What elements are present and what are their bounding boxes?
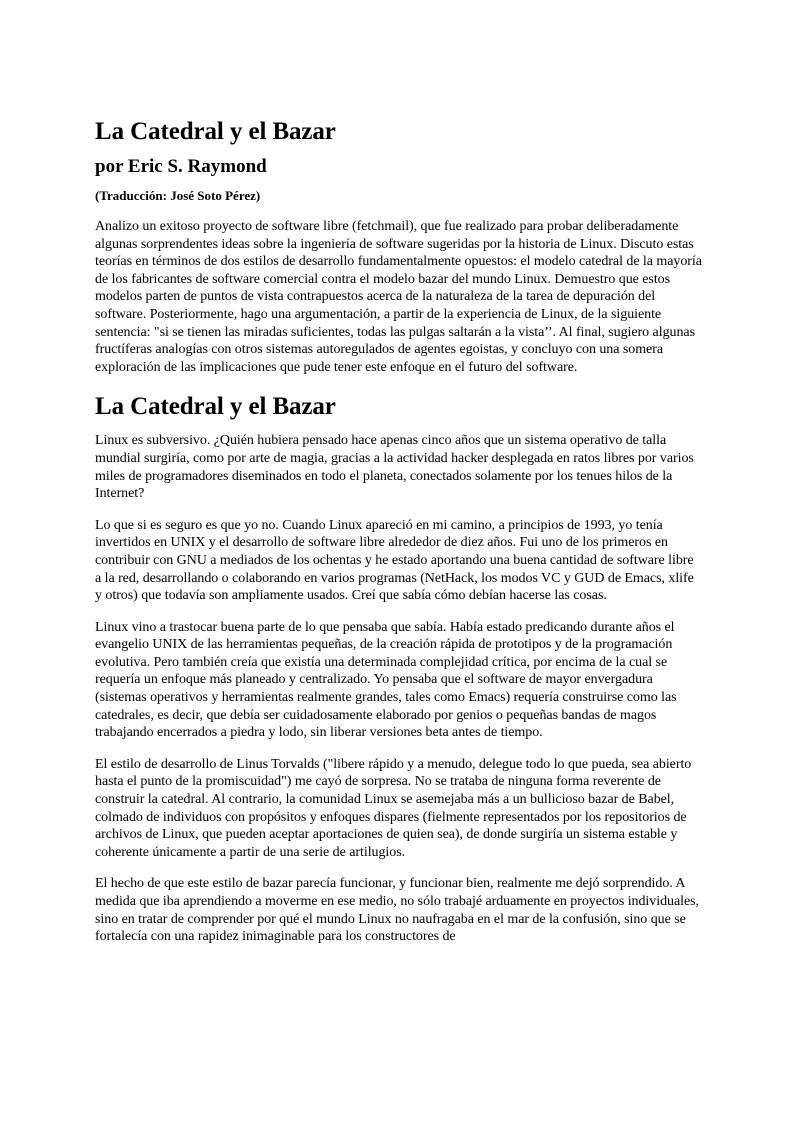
translator-line: (Traducción: José Soto Pérez) xyxy=(95,188,261,203)
body-paragraph: Linux vino a trastocar buena parte de lo que pensaba que sabía. Había estado predicando durante años el evangelio UNIX de las herramientas pequeñas, de la creación rápida de prototipos y de la programación evolutiva. Pero también creía que existía una determinada complejidad crítica, por encima de la cual se requería un enfoque más planeado y centralizado. Yo pensaba que el software de mayor envergadura (sistemas operativos y herramientas realmente grandes, tales como Emacs) requería construirse como las catedrales, es decir, que debía ser cuidadosamente elaborado por genios o pequeñas bandas de magos trabajando encerrados a piedra y lodo, sin liberar versiones beta antes de tiempo. xyxy=(95,619,677,741)
section-title: La Catedral y el Bazar xyxy=(95,393,336,421)
document-page xyxy=(95,117,703,960)
body-paragraph: El estilo de desarrollo de Linus Torvalds ("libere rápido y a menudo, delegue todo lo que pueda, sea abierto hasta el punto de la promiscuidad") me cayó de sorpresa. No se trataba de ninguna forma reverente de construir la catedral. Al contrario, la comunidad Linux se asemejaba más a un bullicioso bazar de Babel, colmado de individuos con propósitos y enfoques dispares (fielmente representados por los repositorios de archivos de Linux, que pueden aceptar aportaciones de quien sea), de donde surgiría un sistema estable y coherente únicamente a partir de una serie de artilugios. xyxy=(95,756,692,860)
body-paragraph: Linux es subversivo. ¿Quién hubiera pensado hace apenas cinco años que un sistema operativo de talla mundial surgiría, como por arte de magia, gracias a la actividad hacker desplegada en ratos libres por varios miles de programadores diseminados en todo el planeta, conectados solamente por los tenues hilos de la Internet? xyxy=(95,433,694,502)
author-line: por Eric S. Raymond xyxy=(95,156,267,177)
document-title: La Catedral y el Bazar xyxy=(95,118,336,145)
body-paragraph: El hecho de que este estilo de bazar parecía funcionar, y funcionar bien, realmente me dejó sorprendido. A medida que iba aprendiendo a moverme en ese medio, no sólo trabajé arduamente en proyectos individuales, sino en tratar de comprender por qué el mundo Linux no naufragaba en el mar de la confusión, sino que se fortalecía con una rapidez inimaginable para los constructores de xyxy=(95,876,699,945)
body-paragraph: Lo que si es seguro es que yo no. Cuando Linux apareció en mi camino, a principios de 1993, yo tenía invertidos en UNIX y el desarrollo de software libre alrededor de diez años. Fui uno de los primeros en contribuir con GNU a mediados de los ochentas y he estado aportando una buena cantidad de software libre a la red, desarrollando o colaborando en varios programas (NetHack, los modos VC y GUD de Emacs, xlife y otros) que todavía son ampliamente usados. Creí que sabía cómo debían hacerse las cosas. xyxy=(95,517,694,604)
abstract-paragraph: Analizo un exitoso proyecto de software libre (fetchmail), que fue realizado para probar deliberadamente algunas sorprendentes ideas sobre la ingeniería de software sugeridas por la historia de Linux. Discuto estas teorías en términos de dos estilos de desarrollo fundamentalmente opuestos: el modelo catedral de la mayoría de los fabricantes de software comercial contra el modelo bazar del mundo Linux. Demuestro que estos modelos parten de puntos de vista contrapuestos acerca de la naturaleza de la tarea de depuración del software. Posteriormente, hago una argumentación, a partir de la experiencia de Linux, de la siguiente sentencia: "si se tienen las miradas suficientes, todas las pulgas saltarán a la vista’’. Al final, sugiero algunas fructíferas analogías con otros sistemas autoregulados de agentes egoistas, y concluyo con una somera exploración de las implicaciones que pude tener este enfoque en el futuro del software. xyxy=(95,219,702,375)
